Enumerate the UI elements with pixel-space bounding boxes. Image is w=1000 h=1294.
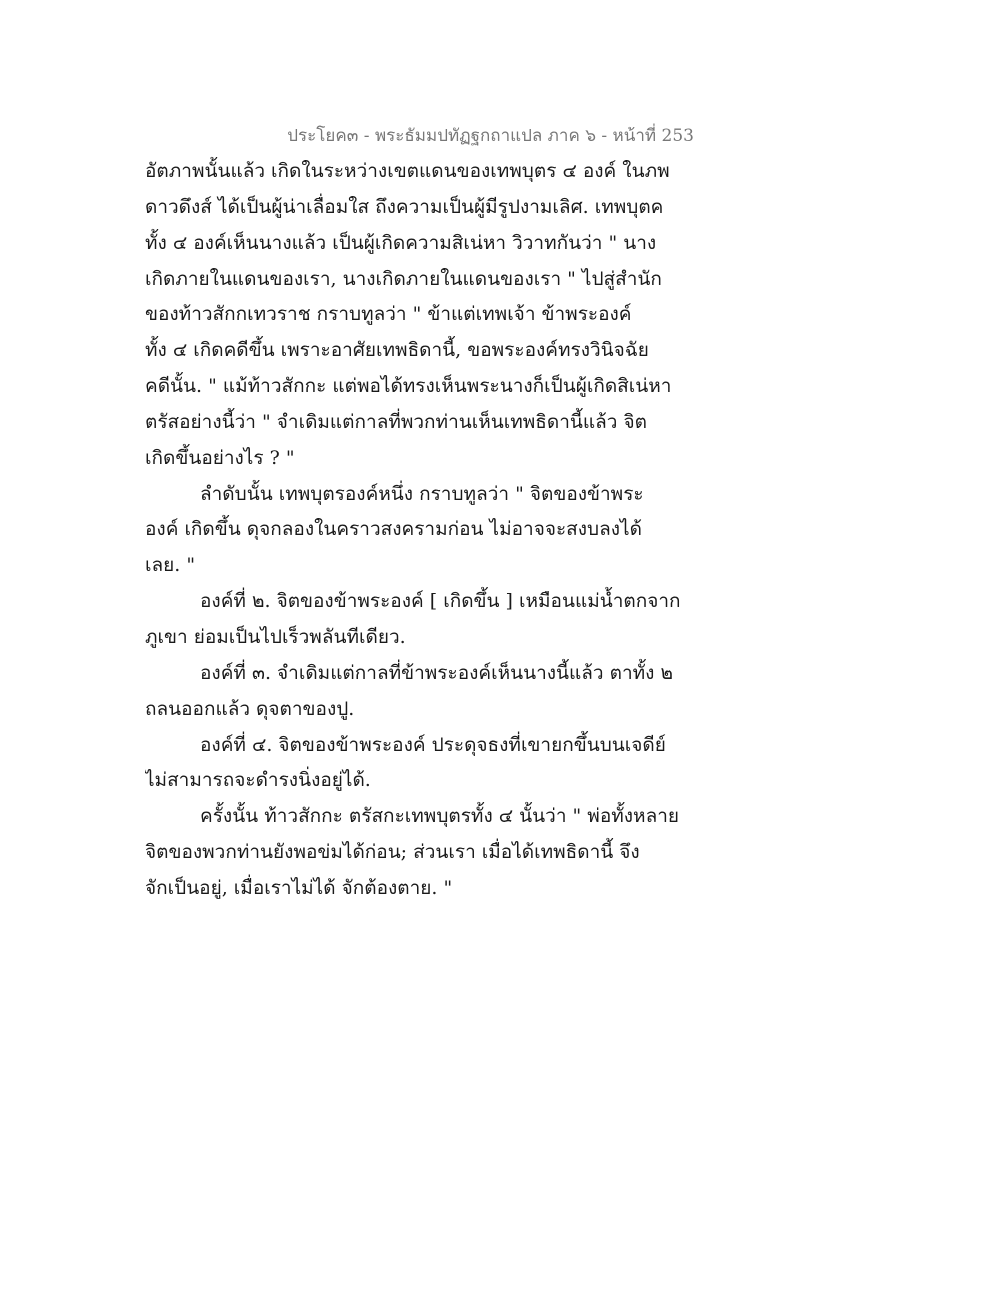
text-line: ไม่สามารถจะดำรงนิ่งอยู่ได้. [145, 769, 371, 792]
text-line: คดีนั้น. " แม้ท้าวสักกะ แต่พอได้ทรงเห็นพระนางก็เป็นผู้เกิดสิเน่หา [145, 375, 672, 398]
text-line: จักเป็นอยู่, เมื่อเราไม่ได้ จักต้องตาย. " [145, 876, 453, 899]
page-header: ประโยค๓ - พระธัมมปทัฏฐกถาแปล ภาค ๖ - หน้าที่ 253 [287, 126, 694, 146]
text-line: องค์ที่ ๔. จิตของข้าพระองค์ ประดุจธงที่เขายกขึ้นบนเจดีย์ [200, 733, 666, 756]
text-line: ลำดับนั้น เทพบุตรองค์หนึ่ง กราบทูลว่า " จิตของข้าพระ [200, 482, 644, 505]
text-line: ตรัสอย่างนี้ว่า " จำเดิมแต่กาลที่พวกท่านเห็นเทพธิดานี้แล้ว จิต [145, 410, 647, 433]
text-line: ถลนออกแล้ว ดุจตาของปู. [145, 697, 355, 720]
text-line: องค์ที่ ๒. จิตของข้าพระองค์ [ เกิดขึ้น ] เหมือนแม่น้ำตกจาก [200, 590, 681, 613]
text-line: อัตภาพนั้นแล้ว เกิดในระหว่างเขตแดนของเทพบุตร ๔ องค์ ในภพ [145, 160, 670, 182]
text-line: ของท้าวสักกเทวราช กราบทูลว่า " ข้าแต่เทพเจ้า ข้าพระองค์ [145, 303, 632, 326]
text-line: ภูเขา ย่อมเป็นไปเร็วพลันทีเดียว. [145, 625, 406, 648]
text-line: องค์ เกิดขึ้น ดุจกลองในคราวสงครามก่อน ไม่อาจจะสงบลงได้ [145, 518, 642, 541]
text-line: ดาวดึงส์ ได้เป็นผู้น่าเลื่อมใส ถึงความเป็นผู้มีรูปงามเลิศ. เทพบุตค [145, 195, 664, 218]
text-line: ครั้งนั้น ท้าวสักกะ ตรัสกะเทพบุตรทั้ง ๔ นั้นว่า " พ่อทั้งหลาย [200, 805, 680, 828]
text-line: เกิดภายในแดนของเรา, นางเกิดภายในแดนของเรา " ไปสู่สำนัก [145, 267, 662, 290]
text-line: เลย. " [145, 554, 196, 577]
text-line: ทั้ง ๔ เกิดคดีขึ้น เพราะอาศัยเทพธิดานี้, ขอพระองค์ทรงวินิจฉัย [145, 339, 649, 362]
text-line: องค์ที่ ๓. จำเดิมแต่กาลที่ข้าพระองค์เห็นนางนี้แล้ว ตาทั้ง ๒ [200, 661, 674, 684]
text-line: ทั้ง ๔ องค์เห็นนางแล้ว เป็นผู้เกิดความสิเน่หา วิวาทกันว่า " นาง [145, 231, 657, 254]
text-line: เกิดขึ้นอย่างไร ? " [145, 446, 295, 469]
text-line: จิตของพวกท่านยังพอข่มได้ก่อน; ส่วนเรา เมื่อได้เทพธิดานี้ จึง [145, 841, 640, 864]
body-text [145, 154, 705, 907]
